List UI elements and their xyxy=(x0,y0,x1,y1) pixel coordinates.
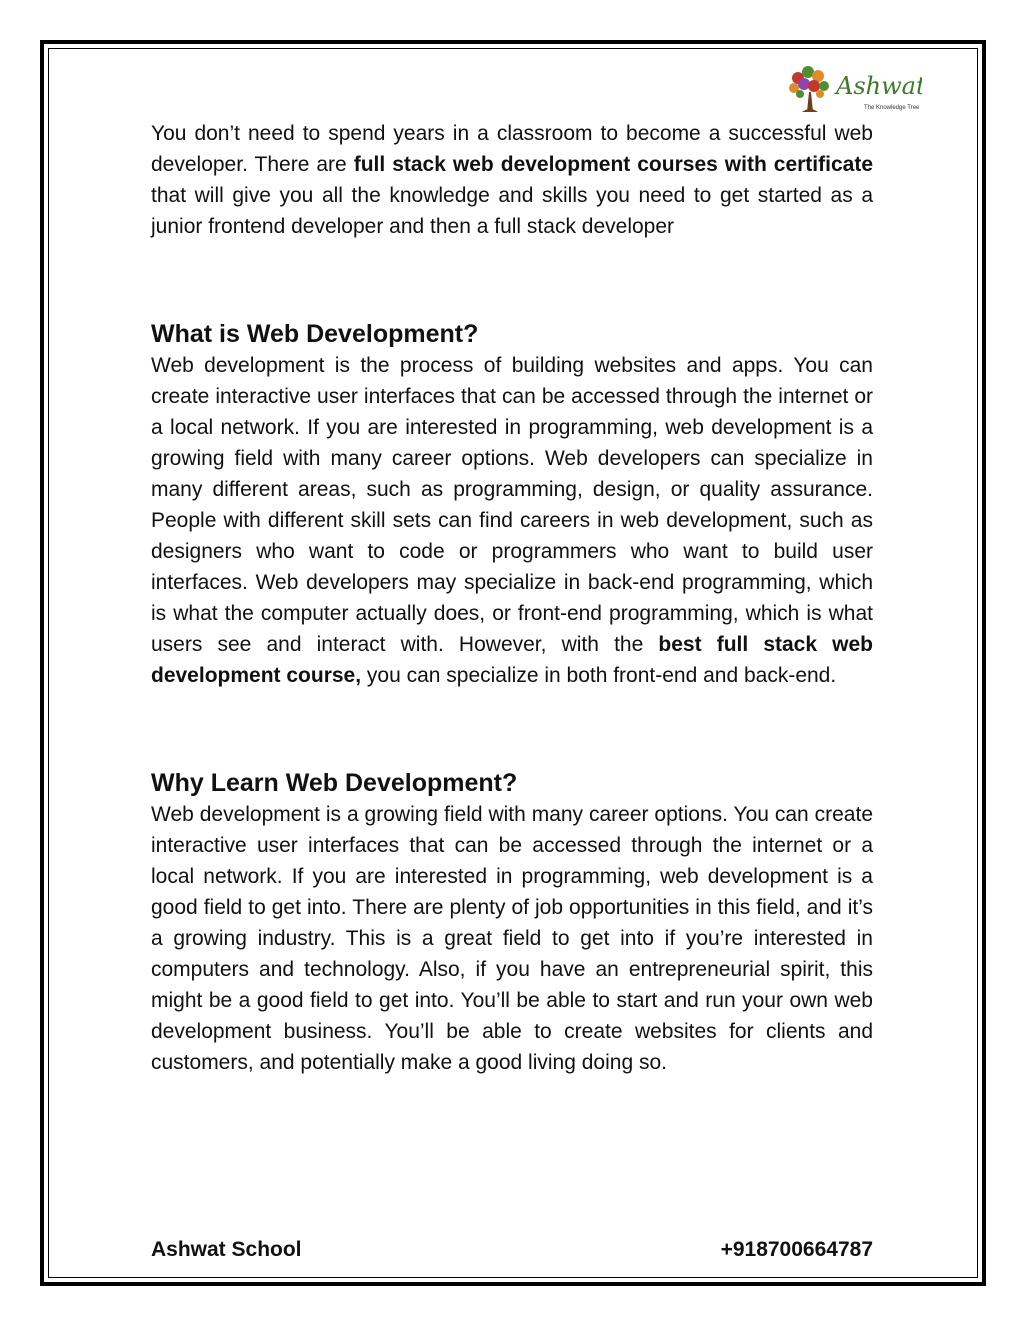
tree-logo-icon xyxy=(782,62,922,122)
intro-bold-link: full stack web development courses with certificate xyxy=(353,153,873,176)
document-body xyxy=(151,118,873,1078)
section1-bold-link: best full stack web development course, xyxy=(151,633,873,687)
footer-school-name: Ashwat School xyxy=(151,1238,302,1261)
logo-brand-text: Ashwat xyxy=(836,72,922,100)
logo-tagline-text: The Knowledge Tree xyxy=(864,105,920,111)
section1-paragraph: Web development is the process of building websites and apps. You can create interactive user interfaces that can be accessed through the internet or a local network. If you are interested in programming, web development is a growing field with many career options. Web developers can specialize in many different areas, such as programming, design, or quality assurance. People with different skill sets can find careers in web development, such as designers who want to code or programmers who want to build user interfaces. Web developers may specialize in back-end programming, which is what the computer actually does, or front-end programming, which is what users see and interact with. However, with the best full stack web development course, you can specialize in both front-end and back-end. xyxy=(151,354,873,687)
footer-phone: +918700664787 xyxy=(720,1238,873,1261)
ashwat-logo xyxy=(782,62,922,122)
page-footer xyxy=(151,1238,873,1262)
section1-heading: What is Web Development? xyxy=(151,320,479,348)
section2-paragraph: Web development is a growing field with many career options. You can create interactive user interfaces that can be accessed through the internet or a local network. If you are interested in programming, web development is a good field to get into. There are plenty of job opportunities in this field, and it’s a growing industry. This is a great field to get into if you’re interested in computers and technology. Also, if you have an entrepreneurial spirit, this might be a good field to get into. You’ll be able to start and run your own web development business. You’ll be able to create websites for clients and customers, and potentially make a good living doing so. xyxy=(151,803,873,1074)
intro-paragraph: You don’t need to spend years in a classroom to become a successful web developer. There are full stack web development courses with certificate that will give you all the knowledge and skills you need to get started as a junior frontend developer and then a full stack developer xyxy=(151,122,873,238)
section2-heading: Why Learn Web Development? xyxy=(151,769,518,797)
